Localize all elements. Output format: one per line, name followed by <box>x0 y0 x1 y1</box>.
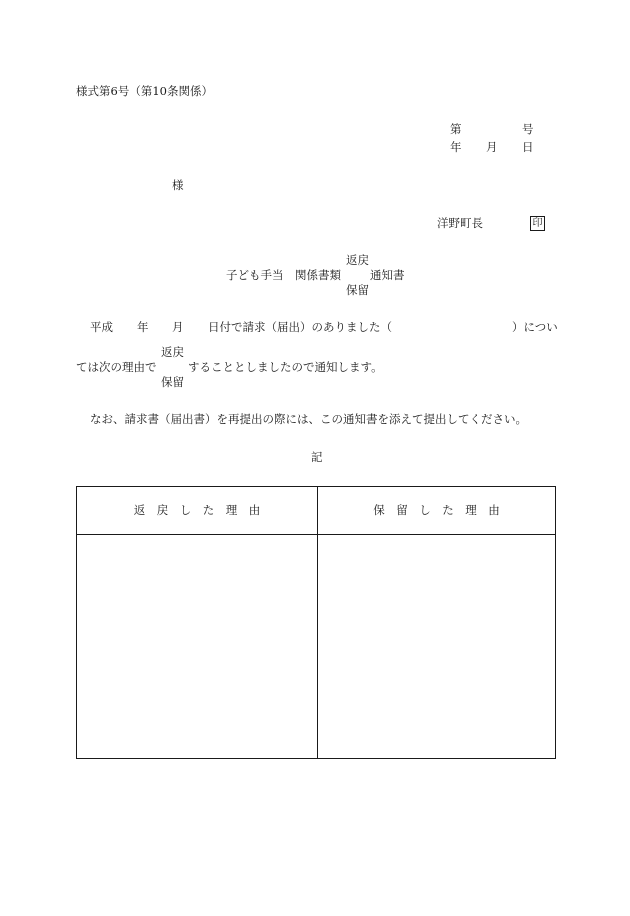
body1-text-b: ）につい <box>512 320 558 334</box>
reason-table <box>76 486 556 759</box>
date-year: 年 <box>450 140 462 154</box>
body2-text-b: することとしましたので通知します。 <box>188 360 383 374</box>
seal-mark: 印 <box>530 216 545 231</box>
title-option-hold: 保留 <box>346 283 369 297</box>
body1-year: 年 <box>137 320 149 334</box>
issuer-title: 洋野町長 <box>437 216 483 230</box>
table-header-return: 返 戻 し た 理 由 <box>133 503 261 517</box>
body1-text-a: 日付で請求（届出）のありました（ <box>208 320 392 334</box>
date-month: 月 <box>486 140 498 154</box>
body2-option-hold: 保留 <box>161 375 184 389</box>
body1-era: 平成 <box>90 320 113 334</box>
body2-text-a: ては次の理由で <box>76 360 157 374</box>
date-day: 日 <box>522 140 534 154</box>
reason-return-cell[interactable] <box>77 535 317 758</box>
form-number: 様式第6号（第10条関係） <box>76 84 213 98</box>
addressee-suffix: 様 <box>172 178 184 192</box>
body3-note: なお、請求書（届出書）を再提出の際には、この通知書を添えて提出してください。 <box>90 412 527 426</box>
body1-month: 月 <box>172 320 184 334</box>
ki-heading: 記 <box>311 450 323 464</box>
ref-go: 号 <box>522 122 534 136</box>
title-option-return: 返戻 <box>346 253 369 267</box>
body2-option-return: 返戻 <box>161 345 184 359</box>
title-prefix: 子ども手当 関係書類 <box>226 268 341 282</box>
table-header-hold: 保 留 し た 理 由 <box>373 503 500 517</box>
ref-dai: 第 <box>450 122 462 136</box>
reason-hold-cell[interactable] <box>318 535 555 758</box>
title-suffix: 通知書 <box>370 268 405 282</box>
